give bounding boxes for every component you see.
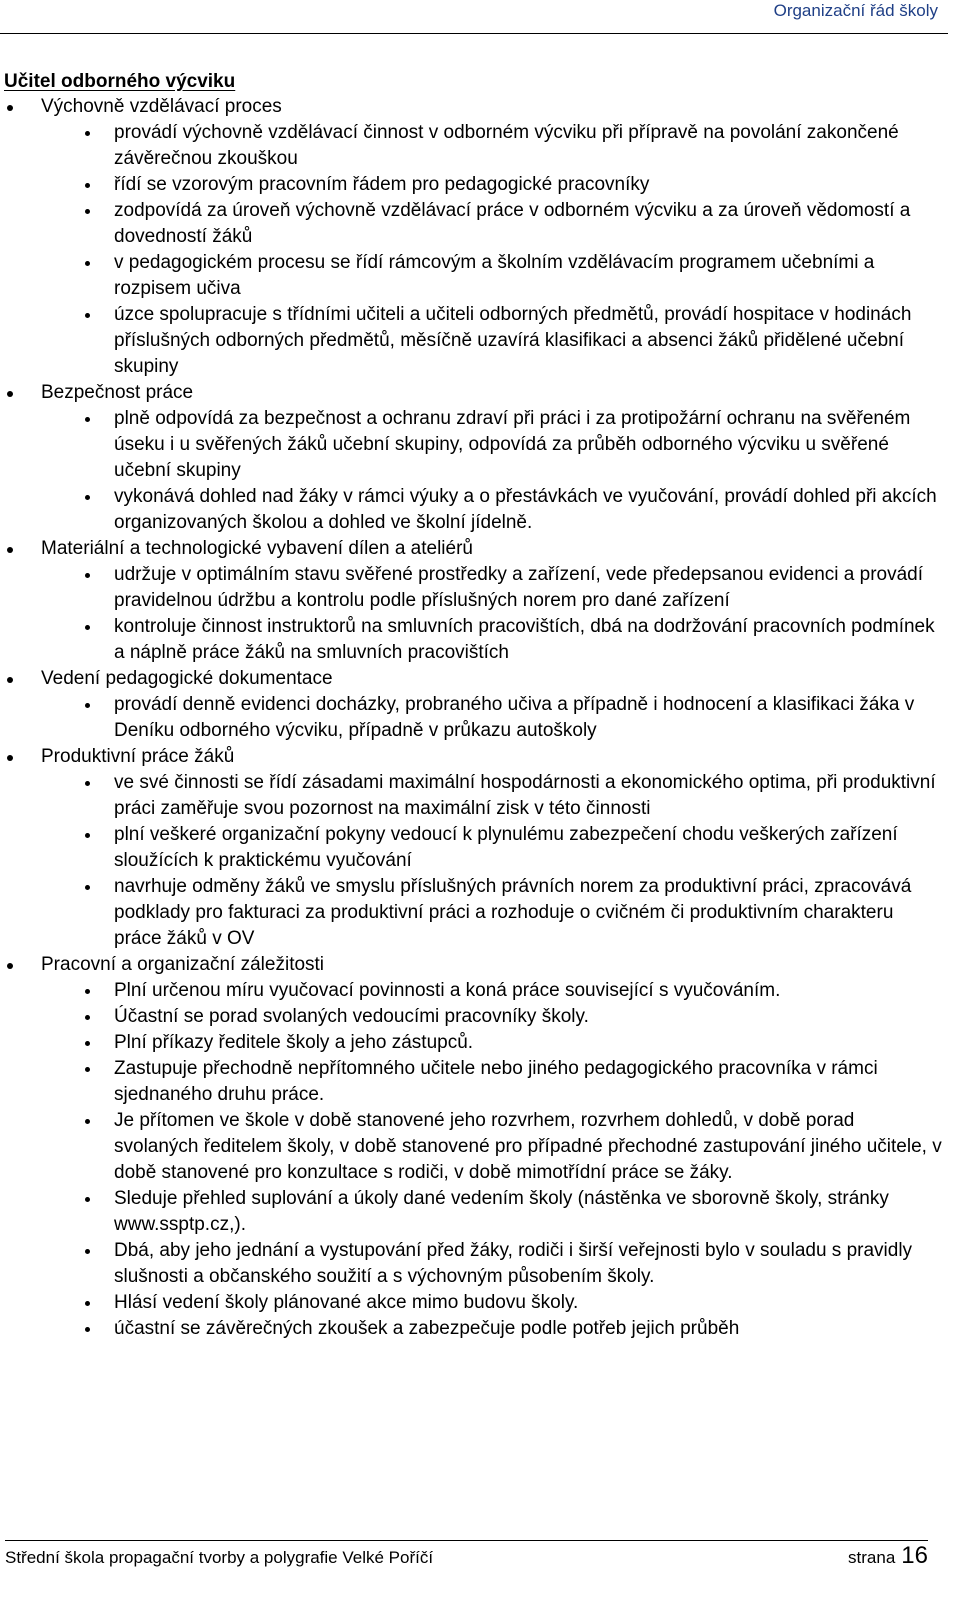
list-item: zodpovídá za úroveň výchovně vzdělávací práce v odborném výcviku a za úroveň vědomostí a dovedností žáků [4, 198, 942, 250]
list-item: vykonává dohled nad žáky v rámci výuky a o přestávkách ve vyučování, provádí dohled při akcích organizovaných školou a dohled ve školní jídelně. [4, 484, 942, 536]
list-item: Plní příkazy ředitele školy a jeho zástupců. [4, 1030, 942, 1056]
page-footer [5, 1540, 928, 1581]
section-documentation [4, 666, 942, 744]
list-item: provádí výchovně vzdělávací činnost v odborném výcviku při přípravě na povolání zakončené závěrečnou zkouškou [4, 120, 942, 172]
section-label: Materiální a technologické vybavení dílen a ateliérů [41, 538, 473, 559]
document-body [4, 70, 942, 1342]
section-list [4, 94, 942, 1342]
section-items [41, 120, 942, 380]
section-items [41, 406, 942, 536]
section-items [41, 562, 942, 666]
list-item: řídí se vzorovým pracovním řádem pro pedagogické pracovníky [4, 172, 942, 198]
list-item: Zastupuje přechodně nepřítomného učitele nebo jiného pedagogického pracovníka v rámci sjednaného druhu práce. [4, 1056, 942, 1108]
section-productive-work [4, 744, 942, 952]
list-item: ve své činnosti se řídí zásadami maximální hospodárnosti a ekonomického optima, při produktivní práci zaměřuje svou pozornost na maximální zisk v této činnosti [4, 770, 942, 822]
list-item: provádí denně evidenci docházky, probraného učiva a případně i hodnocení a klasifikaci žáka v Deníku odborného výcviku, případně v průkazu autoškoly [4, 692, 942, 744]
list-item: Plní určenou míru vyučovací povinnosti a koná práce související s vyučováním. [4, 978, 942, 1004]
list-item: kontroluje činnost instruktorů na smluvních pracovištích, dbá na dodržování pracovních podmínek a náplně práce žáků na smluvních pracovištích [4, 614, 942, 666]
section-label: Bezpečnost práce [41, 382, 194, 403]
page-indicator [848, 1542, 928, 1570]
section-educational-process [4, 94, 942, 380]
section-label: Vedení pedagogické dokumentace [41, 668, 333, 689]
page-number: 16 [901, 1542, 928, 1569]
list-item: navrhuje odměny žáků ve smyslu příslušných právních norem za produktivní práci, zpracovává podklady pro fakturaci za produktivní práci a rozhoduje o cvičném či produktivním charakteru práce žáků v OV [4, 874, 942, 952]
list-item: úzce spolupracuje s třídními učiteli a učiteli odborných předmětů, provádí hospitace v hodinách příslušných odborných předmětů, měsíčně uzavírá klasifikaci a absenci žáků přidělené učební skupiny [4, 302, 942, 380]
section-items [41, 978, 942, 1342]
list-item: účastní se závěrečných zkoušek a zabezpečuje podle potřeb jejich průběh [4, 1316, 942, 1342]
list-item: plně odpovídá za bezpečnost a ochranu zdraví při práci i za protipožární ochranu na svěřeném úseku i u svěřených žáků učební skupiny, odpovídá za průběh odborného výcviku u svěřené učební skupiny [4, 406, 942, 484]
list-item: Sleduje přehled suplování a úkoly dané vedením školy (nástěnka ve sborovně školy, stránky www.ssptp.cz,). [4, 1186, 942, 1238]
section-items [41, 692, 942, 744]
section-items [41, 770, 942, 952]
section-label: Produktivní práce žáků [41, 746, 235, 767]
section-equipment [4, 536, 942, 666]
page-label: strana [848, 1548, 896, 1567]
list-item: plní veškeré organizační pokyny vedoucí k plynulému zabezpečení chodu veškerých zařízení sloužících k praktickému vyučování [4, 822, 942, 874]
list-item: Účastní se porad svolaných vedoucími pracovníky školy. [4, 1004, 942, 1030]
document-title: Učitel odborného výcviku [4, 71, 236, 92]
page-header [0, 0, 948, 34]
section-work-safety [4, 380, 942, 536]
list-item: Dbá, aby jeho jednání a vystupování před žáky, rodiči i širší veřejnosti bylo v souladu s pravidly slušnosti a občanského soužití a s výchovným působením školy. [4, 1238, 942, 1290]
list-item: Hlásí vedení školy plánované akce mimo budovu školy. [4, 1290, 942, 1316]
header-title: Organizační řád školy [773, 1, 938, 20]
list-item: v pedagogickém procesu se řídí rámcovým a školním vzdělávacím programem učebními a rozpisem učiva [4, 250, 942, 302]
footer-school-name: Střední škola propagační tvorby a polygrafie Velké Poříčí [5, 1548, 434, 1567]
section-label: Výchovně vzdělávací proces [41, 96, 282, 117]
section-label: Pracovní a organizační záležitosti [41, 954, 325, 975]
list-item: udržuje v optimálním stavu svěřené prostředky a zařízení, vede předepsanou evidenci a provádí pravidelnou údržbu a kontrolu podle příslušných norem pro dané zařízení [4, 562, 942, 614]
section-organizational-matters [4, 952, 942, 1342]
list-item: Je přítomen ve škole v době stanovené jeho rozvrhem, rozvrhem dohledů, v době porad svolaných ředitelem školy, v době stanovené pro případné přechodné zastupování jiného učitele, v době stanovené pro konzultace s rodiči, v době mimotřídní práce se žáky. [4, 1108, 942, 1186]
